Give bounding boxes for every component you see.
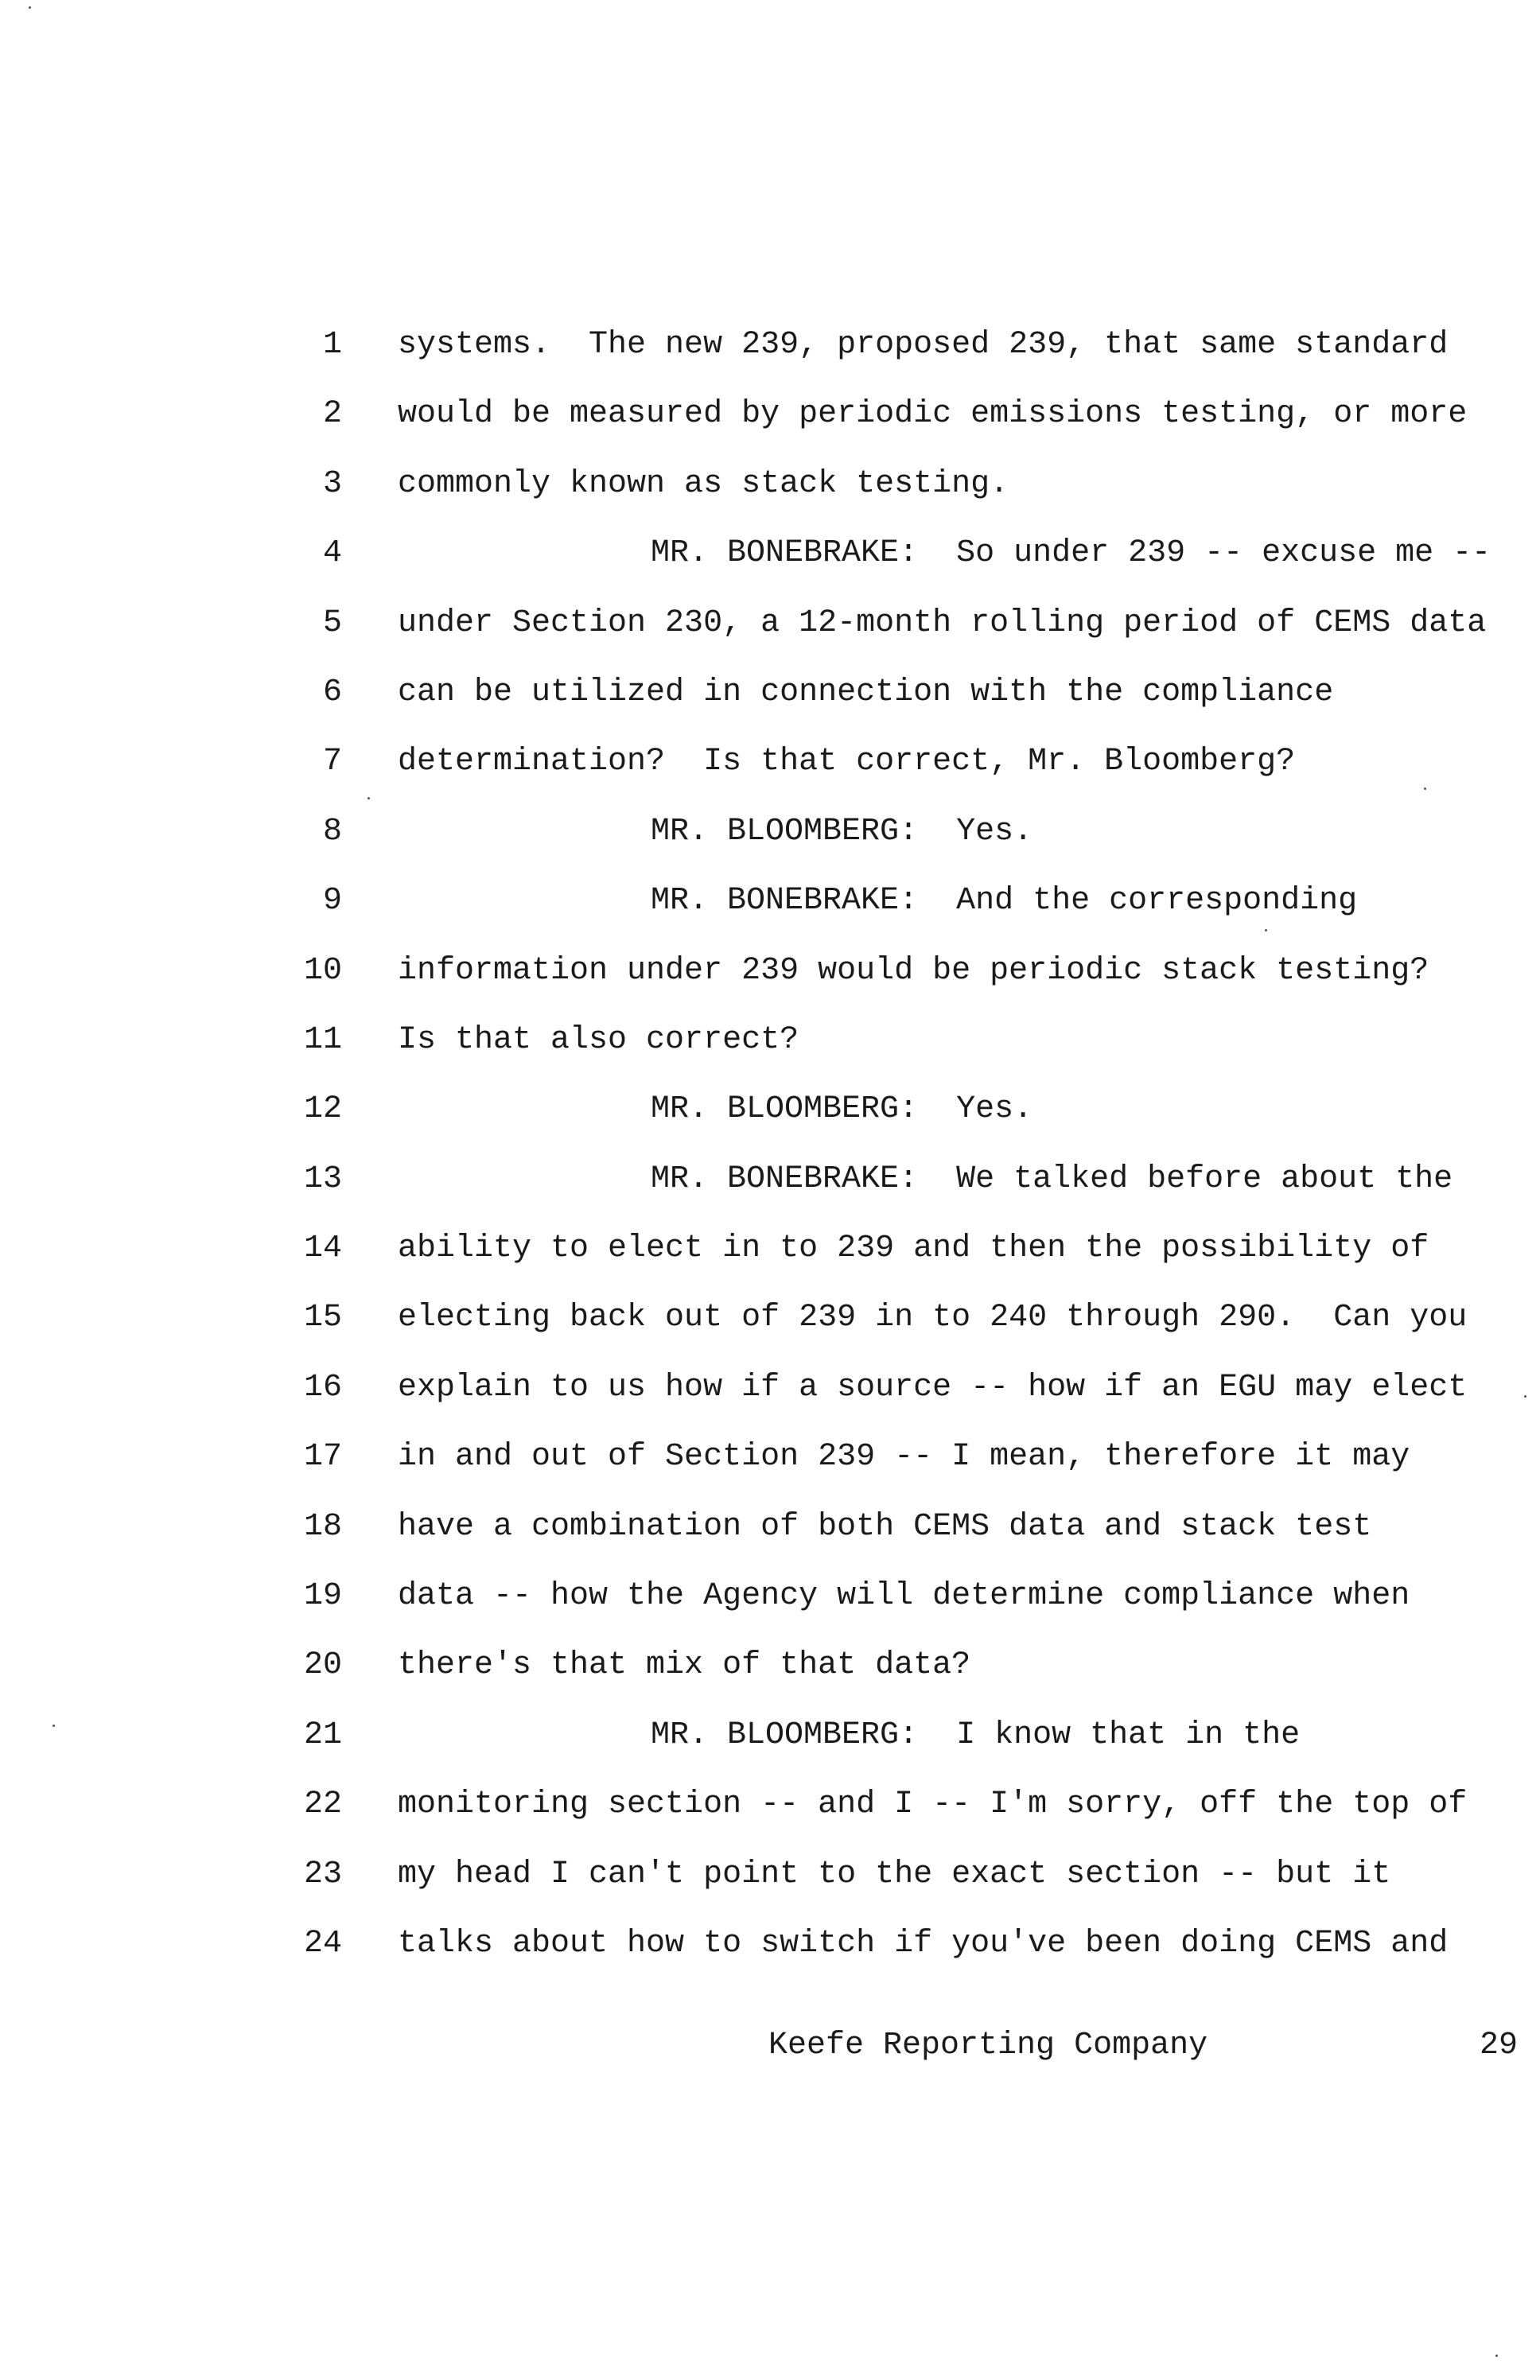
line-text: systems. The new 239, proposed 239, that same standard: [398, 327, 1449, 363]
line-number: 10: [303, 952, 342, 989]
line-number: 20: [303, 1647, 342, 1684]
line-text: MR. BONEBRAKE: So under 239 -- excuse me --: [651, 535, 1491, 572]
reporting-company-name: Keefe Reporting Company: [768, 2028, 1208, 2063]
scan-speck: [1265, 929, 1267, 931]
line-text: MR. BLOOMBERG: Yes.: [651, 1091, 1033, 1128]
line-text: have a combination of both CEMS data and stack test: [398, 1508, 1372, 1545]
line-text: data -- how the Agency will determine compliance when: [398, 1578, 1410, 1615]
transcript-line: [0, 1145, 1540, 1214]
line-number: 6: [322, 674, 342, 710]
transcript-line: [0, 1909, 1540, 1978]
scan-speck: [368, 797, 370, 799]
line-text: MR. BLOOMBERG: I know that in the: [651, 1717, 1301, 1753]
scan-speck: [1495, 2355, 1498, 2357]
transcript-line: [0, 1422, 1540, 1491]
transcript-line: [0, 379, 1540, 449]
transcript-line: [0, 1005, 1540, 1075]
line-text: information under 239 would be periodic stack testing?: [398, 952, 1429, 989]
transcript-line: [0, 449, 1540, 519]
line-number: 24: [303, 1925, 342, 1962]
transcript-line: [0, 1770, 1540, 1839]
transcript-line: [0, 1631, 1540, 1700]
scan-speck: [1424, 788, 1426, 790]
line-number: 18: [303, 1508, 342, 1545]
line-text: electing back out of 239 in to 240 through 290. Can you: [398, 1300, 1468, 1336]
transcript-line: [0, 866, 1540, 935]
line-number: 3: [322, 465, 342, 502]
line-number: 5: [322, 605, 342, 641]
page-footer: [0, 2022, 1540, 2070]
line-text: ability to elect in to 239 and then the possibility of: [398, 1231, 1429, 1267]
line-number: 21: [303, 1717, 342, 1753]
line-number: 1: [322, 327, 342, 363]
transcript-line: [0, 727, 1540, 796]
line-text: determination? Is that correct, Mr. Bloomberg?: [398, 744, 1296, 780]
line-text: MR. BONEBRAKE: And the corresponding: [651, 883, 1358, 920]
line-number: 23: [303, 1856, 342, 1892]
page-number: 29: [1480, 2028, 1519, 2063]
line-text: Is that also correct?: [398, 1021, 799, 1058]
line-number: 11: [303, 1021, 342, 1058]
line-text: my head I can't point to the exact section -- but it: [398, 1856, 1391, 1892]
transcript-line: [0, 658, 1540, 727]
transcript-line: [0, 519, 1540, 588]
line-text: commonly known as stack testing.: [398, 465, 1009, 502]
line-number: 14: [303, 1231, 342, 1267]
line-number: 17: [303, 1439, 342, 1476]
transcript-lines: [0, 310, 1540, 1978]
transcript-line: [0, 1840, 1540, 1909]
line-number: 19: [303, 1578, 342, 1615]
line-number: 15: [303, 1300, 342, 1336]
transcript-line: [0, 936, 1540, 1005]
line-text: there's that mix of that data?: [398, 1647, 971, 1684]
line-number: 12: [303, 1091, 342, 1128]
transcript-line: [0, 1214, 1540, 1283]
scan-speck: [52, 1725, 55, 1727]
transcript-line: [0, 1561, 1540, 1631]
line-text: talks about how to switch if you've been doing CEMS and: [398, 1925, 1449, 1962]
line-number: 22: [303, 1787, 342, 1823]
line-text: in and out of Section 239 -- I mean, therefore it may: [398, 1439, 1410, 1476]
line-text: can be utilized in connection with the compliance: [398, 674, 1334, 710]
scan-speck: [29, 6, 31, 9]
scan-speck: [1524, 1395, 1526, 1398]
transcript-line: [0, 589, 1540, 658]
line-number: 8: [322, 813, 342, 850]
transcript-line: [0, 797, 1540, 866]
line-text: explain to us how if a source -- how if an EGU may elect: [398, 1369, 1468, 1406]
transcript-line: [0, 1353, 1540, 1422]
line-text: MR. BONEBRAKE: We talked before about the: [651, 1161, 1453, 1197]
line-text: MR. BLOOMBERG: Yes.: [651, 813, 1033, 850]
line-text: under Section 230, a 12-month rolling period of CEMS data: [398, 605, 1487, 641]
line-number: 9: [322, 883, 342, 920]
line-number: 7: [322, 744, 342, 780]
line-number: 16: [303, 1369, 342, 1406]
line-number: 13: [303, 1161, 342, 1197]
transcript-line: [0, 1283, 1540, 1352]
transcript-line: [0, 1701, 1540, 1770]
line-number: 2: [322, 396, 342, 433]
line-number: 4: [322, 535, 342, 572]
line-text: monitoring section -- and I -- I'm sorry, off the top of: [398, 1787, 1468, 1823]
transcript-line: [0, 1075, 1540, 1144]
transcript-line: [0, 310, 1540, 379]
transcript-line: [0, 1492, 1540, 1561]
line-text: would be measured by periodic emissions testing, or more: [398, 396, 1468, 433]
